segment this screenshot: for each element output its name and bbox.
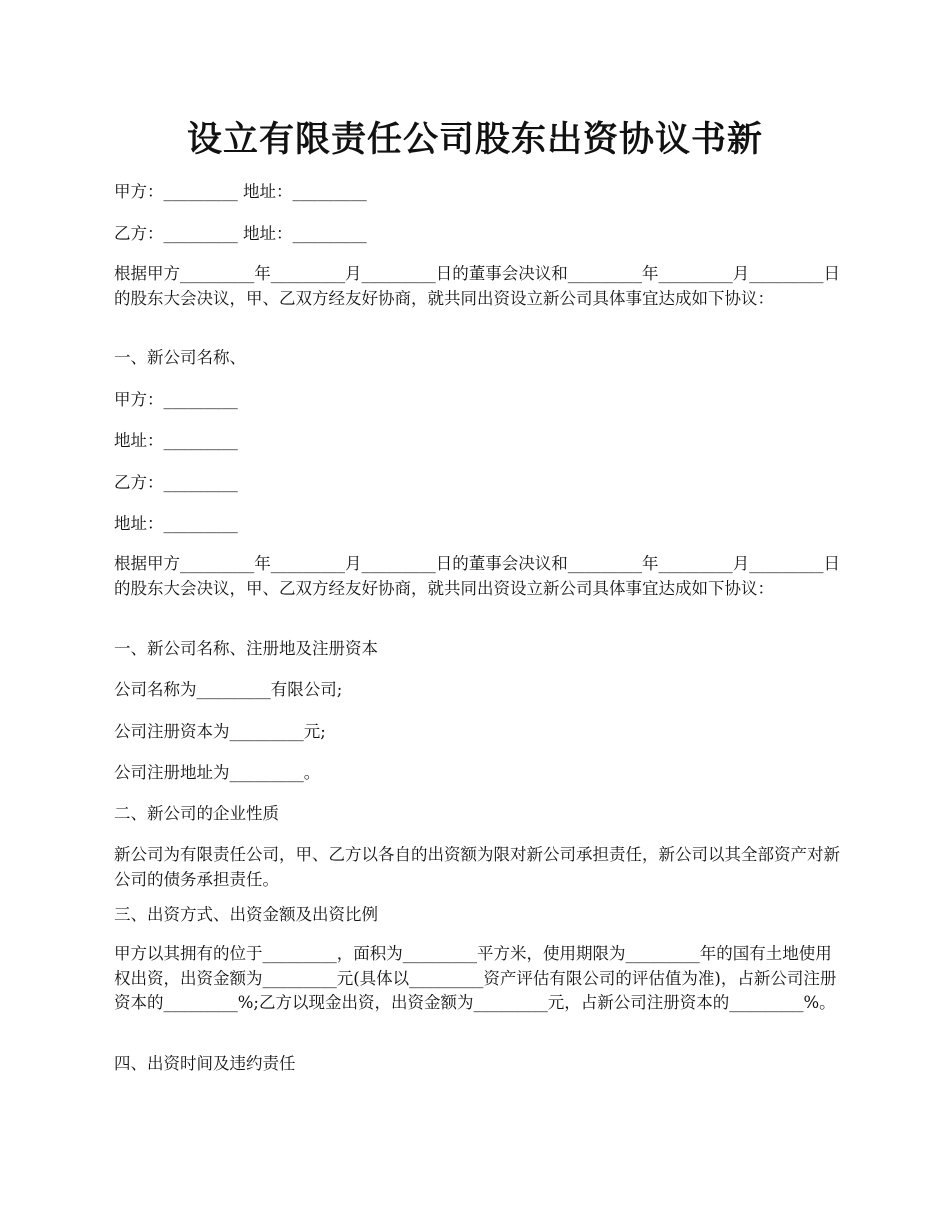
party-a-line: 甲方：_________ 地址：_________ xyxy=(114,182,367,201)
document-title: 设立有限责任公司股东出资协议书新 xyxy=(186,119,763,160)
section-heading-contribution: 三、出资方式、出资金额及出资比例 xyxy=(114,905,378,924)
section-heading-name-capital: 一、新公司名称、注册地及注册资本 xyxy=(114,639,378,658)
party-b-field: 乙方：_________ xyxy=(114,473,238,492)
company-nature-paragraph: 新公司为有限责任公司，甲、乙方以各自的出资额为限对新公司承担责任，新公司以其全部资产对新公司的债务承担责任。 xyxy=(114,845,840,889)
registered-address-clause: 公司注册地址为_________。 xyxy=(114,763,321,782)
company-name-clause: 公司名称为_________有限公司; xyxy=(114,680,343,699)
preamble-paragraph-repeat: 根据甲方_________年_________月_________日的董事会决议和_________年_________月_________日的股东大会决议，甲、乙双方经友好协商，就共同出资设立新公司具体事宜达成如下协议： xyxy=(114,554,840,598)
contribution-paragraph: 甲方以其拥有的位于_________，面积为_________平方米，使用期限为_________年的国有土地使用权出资，出资金额为_________元(具体以_________资产评估有限公司的评估值为准)，占新公司注册资本的_________%;乙方以现金出资，出资金额为_________元，占新公司注册资本的_________%。 xyxy=(114,944,837,1012)
party-b-address-field: 地址：_________ xyxy=(114,514,238,533)
section-heading-1: 一、新公司名称、 xyxy=(114,348,246,367)
registered-capital-clause: 公司注册资本为_________元; xyxy=(114,722,326,741)
preamble-paragraph: 根据甲方_________年_________月_________日的董事会决议和_________年_________月_________日的股东大会决议，甲、乙双方经友好协商，就共同出资设立新公司具体事宜达成如下协议： xyxy=(114,264,840,308)
section-heading-timing-liability: 四、出资时间及违约责任 xyxy=(114,1054,296,1073)
party-a-address-field: 地址：_________ xyxy=(114,431,238,450)
section-heading-nature: 二、新公司的企业性质 xyxy=(114,804,279,823)
party-b-line: 乙方：_________ 地址：_________ xyxy=(114,224,367,243)
party-a-field: 甲方：_________ xyxy=(114,390,238,409)
